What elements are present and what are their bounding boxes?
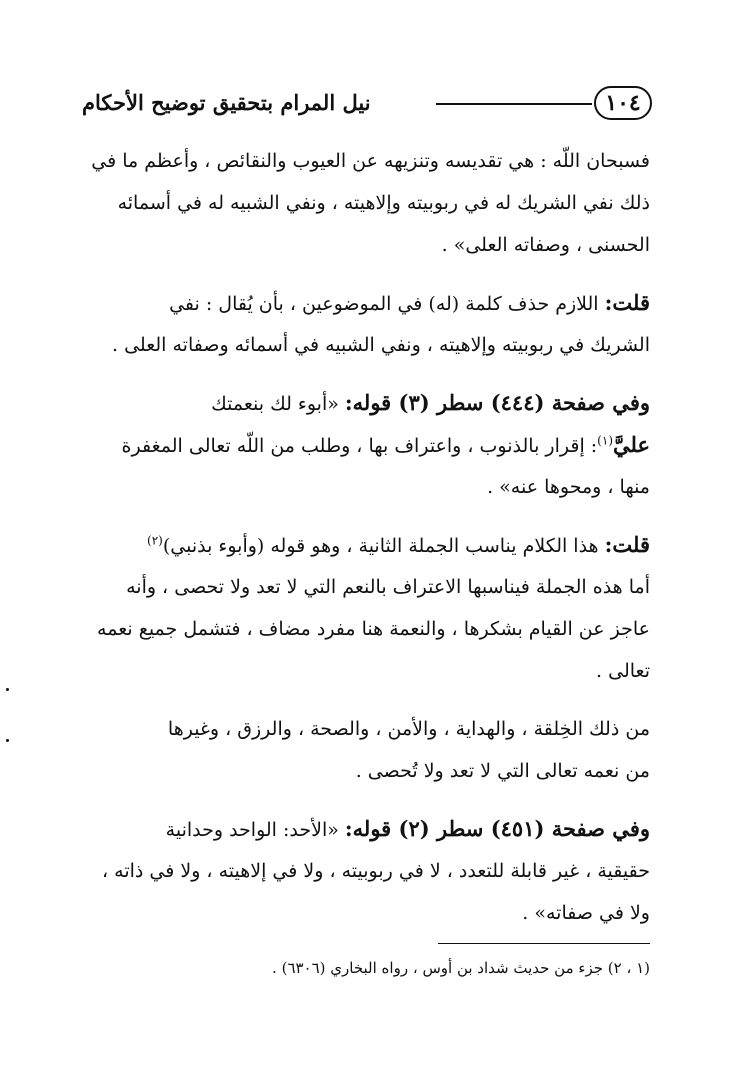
running-title: نيل المرام بتحقيق توضيح الأحكام bbox=[82, 90, 371, 115]
text-line bbox=[82, 140, 650, 182]
paragraph bbox=[82, 524, 650, 692]
line-text: الحسنى ، وصفاته العلى» . bbox=[441, 234, 650, 256]
text-line bbox=[82, 750, 650, 792]
paragraph bbox=[82, 708, 650, 792]
text-line bbox=[82, 466, 650, 508]
text-line bbox=[82, 382, 650, 424]
text-line bbox=[82, 650, 650, 692]
paragraph-gap bbox=[82, 366, 650, 382]
text-line bbox=[82, 566, 650, 608]
line-text: منها ، ومحوها عنه» . bbox=[487, 476, 650, 498]
margin-dot bbox=[6, 739, 9, 742]
line-text: عاجز عن القيام بشكرها ، والنعمة هنا مفرد مضاف ، فتشمل جميع نعمه bbox=[97, 618, 650, 640]
text-line bbox=[82, 608, 650, 650]
page-header bbox=[82, 84, 652, 124]
paragraph-gap bbox=[82, 508, 650, 524]
line-text: «الأحد: الواحد وحدانية bbox=[165, 819, 345, 841]
line-text: فسبحان اللّه : هي تقديسه وتنزيهه عن العيوب والنقائص ، وأعظم ما في bbox=[91, 150, 650, 172]
text-line bbox=[82, 182, 650, 224]
paragraph bbox=[82, 140, 650, 266]
page-number: ١٠٤ bbox=[594, 86, 652, 120]
line-text: من نعمه تعالى التي لا تعد ولا تُحصى . bbox=[355, 760, 650, 782]
bold-lead: وفي صفحة (٤٤٤) سطر (٣) قوله: bbox=[344, 390, 650, 415]
paragraph-gap bbox=[82, 692, 650, 708]
line-text: الشريك في ربوبيته وإلاهيته ، ونفي الشبيه في أسمائه وصفاته العلى . bbox=[111, 334, 650, 356]
text-line bbox=[82, 424, 650, 466]
line-text: من ذلك الخِلقة ، والهداية ، والأمن ، والصحة ، والرزق ، وغيرها bbox=[167, 718, 650, 740]
paragraph bbox=[82, 808, 650, 934]
line-text: اللازم حذف كلمة (له) في الموضوعين ، بأن يُقال : نفي bbox=[169, 293, 605, 315]
line-text: : إقرار بالذنوب ، واعتراف بها ، وطلب من اللّه تعالى المغفرة bbox=[121, 435, 598, 457]
text-line bbox=[82, 808, 650, 850]
text-line bbox=[82, 708, 650, 750]
paragraph-gap bbox=[82, 792, 650, 808]
text-line bbox=[82, 892, 650, 934]
paragraph bbox=[82, 382, 650, 508]
line-text: حقيقية ، غير قابلة للتعدد ، لا في ربوبيته ، ولا في إلاهيته ، ولا في ذاته ، bbox=[102, 860, 650, 882]
text-line bbox=[82, 524, 650, 566]
line-text: تعالى . bbox=[596, 660, 650, 682]
paragraph-gap bbox=[82, 266, 650, 282]
footnote-marker: (٢) bbox=[147, 533, 163, 548]
line-text: ولا في صفاته» . bbox=[522, 902, 650, 924]
text-line bbox=[82, 282, 650, 324]
text-line bbox=[82, 224, 650, 266]
footnote-separator bbox=[438, 943, 650, 944]
bold-lead: وفي صفحة (٤٥١) سطر (٢) قوله: bbox=[344, 816, 650, 841]
header-rule bbox=[436, 103, 592, 105]
line-text: أما هذه الجملة فيناسبها الاعتراف بالنعم التي لا تعد ولا تحصى ، وأنه bbox=[126, 576, 650, 598]
paragraph bbox=[82, 282, 650, 366]
footnote: (١ ، ٢) جزء من حديث شداد بن أوس ، رواه البخاري (٦٣٠٦) . bbox=[272, 959, 650, 977]
margin-dot bbox=[6, 688, 9, 691]
line-text: ذلك نفي الشريك له في ربوبيته وإلاهيته ، ونفي الشبيه له في أسمائه bbox=[117, 192, 650, 214]
line-text: «أبوء لك بنعمتك bbox=[211, 393, 345, 415]
text-line bbox=[82, 850, 650, 892]
line-text: هذا الكلام يناسب الجملة الثانية ، وهو قوله (وأبوء بذنبي) bbox=[162, 535, 605, 557]
text-line bbox=[82, 324, 650, 366]
bold-lead: قلت: bbox=[604, 290, 650, 315]
footnote-marker: (١) bbox=[597, 433, 613, 448]
bold-lead: عليَّ bbox=[613, 432, 650, 457]
page-body bbox=[82, 140, 650, 934]
bold-lead: قلت: bbox=[604, 532, 650, 557]
